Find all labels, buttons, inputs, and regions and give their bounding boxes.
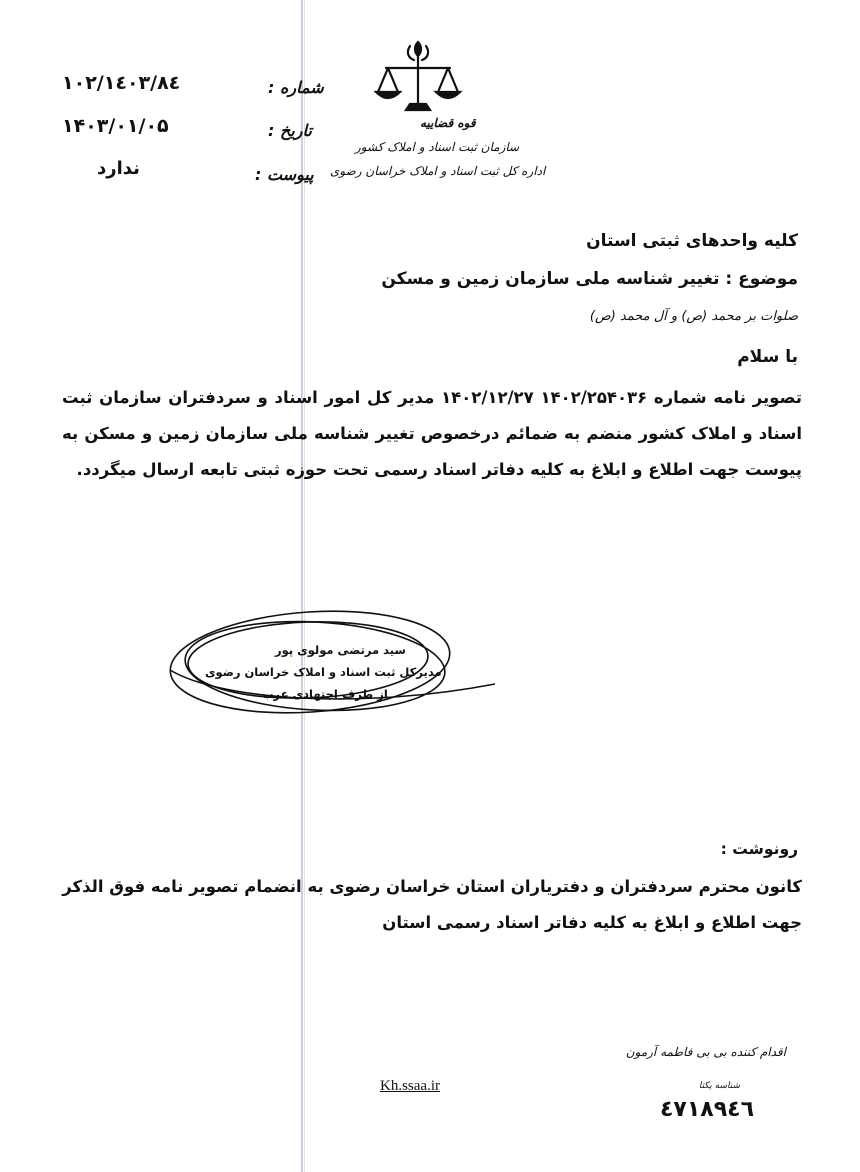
cc-line-1: کانون محترم سردفتران و دفتریاران استان خراسان رضوی به انضمام تصویر نامه فوق الذکر [62, 877, 802, 896]
stamp-title: مدیرکل ثبت اسناد و املاک خراسان رضوی [205, 665, 442, 679]
cc-line-2: جهت اطلاع و ابلاغ به کلیه دفاتر اسناد رسمی استان [382, 913, 802, 932]
letter-date-label: تاریخ : [268, 121, 312, 140]
subject-text: تغییر شناسه ملی سازمان زمین و مسکن [381, 269, 720, 289]
unique-id-label: شناسه یکتا [698, 1081, 740, 1091]
greeting: با سلام [737, 347, 798, 367]
stamp-delegate: از طرف اجتهادی عرب [262, 687, 388, 701]
judiciary-emblem-icon [368, 38, 468, 116]
letter-number: ۱۰۲/۱٤۰۳/۸٤ [62, 72, 181, 94]
org-judiciary: قوه قضاییه [420, 116, 476, 130]
subject-line [381, 269, 798, 289]
attachment-label: پیوست : [255, 165, 314, 184]
letter-number-label: شماره : [268, 78, 324, 97]
salawat: صلوات بر محمد (ص) و آل محمد (ص) [589, 309, 798, 324]
cc-title: رونوشت : [720, 840, 798, 858]
attachment-value: ندارد [97, 158, 140, 179]
letter-date: ۱۴۰۳/۰۱/۰۵ [62, 115, 169, 137]
prepared-by: اقدام کننده بی بی فاطمه آرمون [625, 1045, 786, 1059]
unique-id-number: ٤٧١٨٩٤٦ [660, 1097, 754, 1122]
org-khorasan: اداره کل ثبت اسناد و املاک خراسان رضوی [330, 164, 546, 178]
subject-label: موضوع : [725, 269, 798, 289]
addressee: کلیه واحدهای ثبتی استان [586, 231, 798, 251]
letter-body: تصویر نامه شماره ۱۴۰۲/۲۵۴۰۳۶ ۱۴۰۲/۱۲/۲۷ مدیر کل امور اسناد و سردفتران سازمان ثبت اسناد و املاک کشور منضم به ضمائم درخصوص تغییر شناسه ملی سازمان زمین و مسکن به پیوست جهت اطلاع و ابلاغ به کلیه دفاتر اسناد رسمی تحت حوزه ثبتی تابعه ارسال میگردد. [62, 388, 802, 479]
org-registration: سازمان ثبت اسناد و املاک کشور [355, 140, 520, 154]
stamp-name: سید مرتضی مولوی پور [275, 643, 406, 657]
website-link[interactable]: Kh.ssaa.ir [380, 1078, 440, 1094]
